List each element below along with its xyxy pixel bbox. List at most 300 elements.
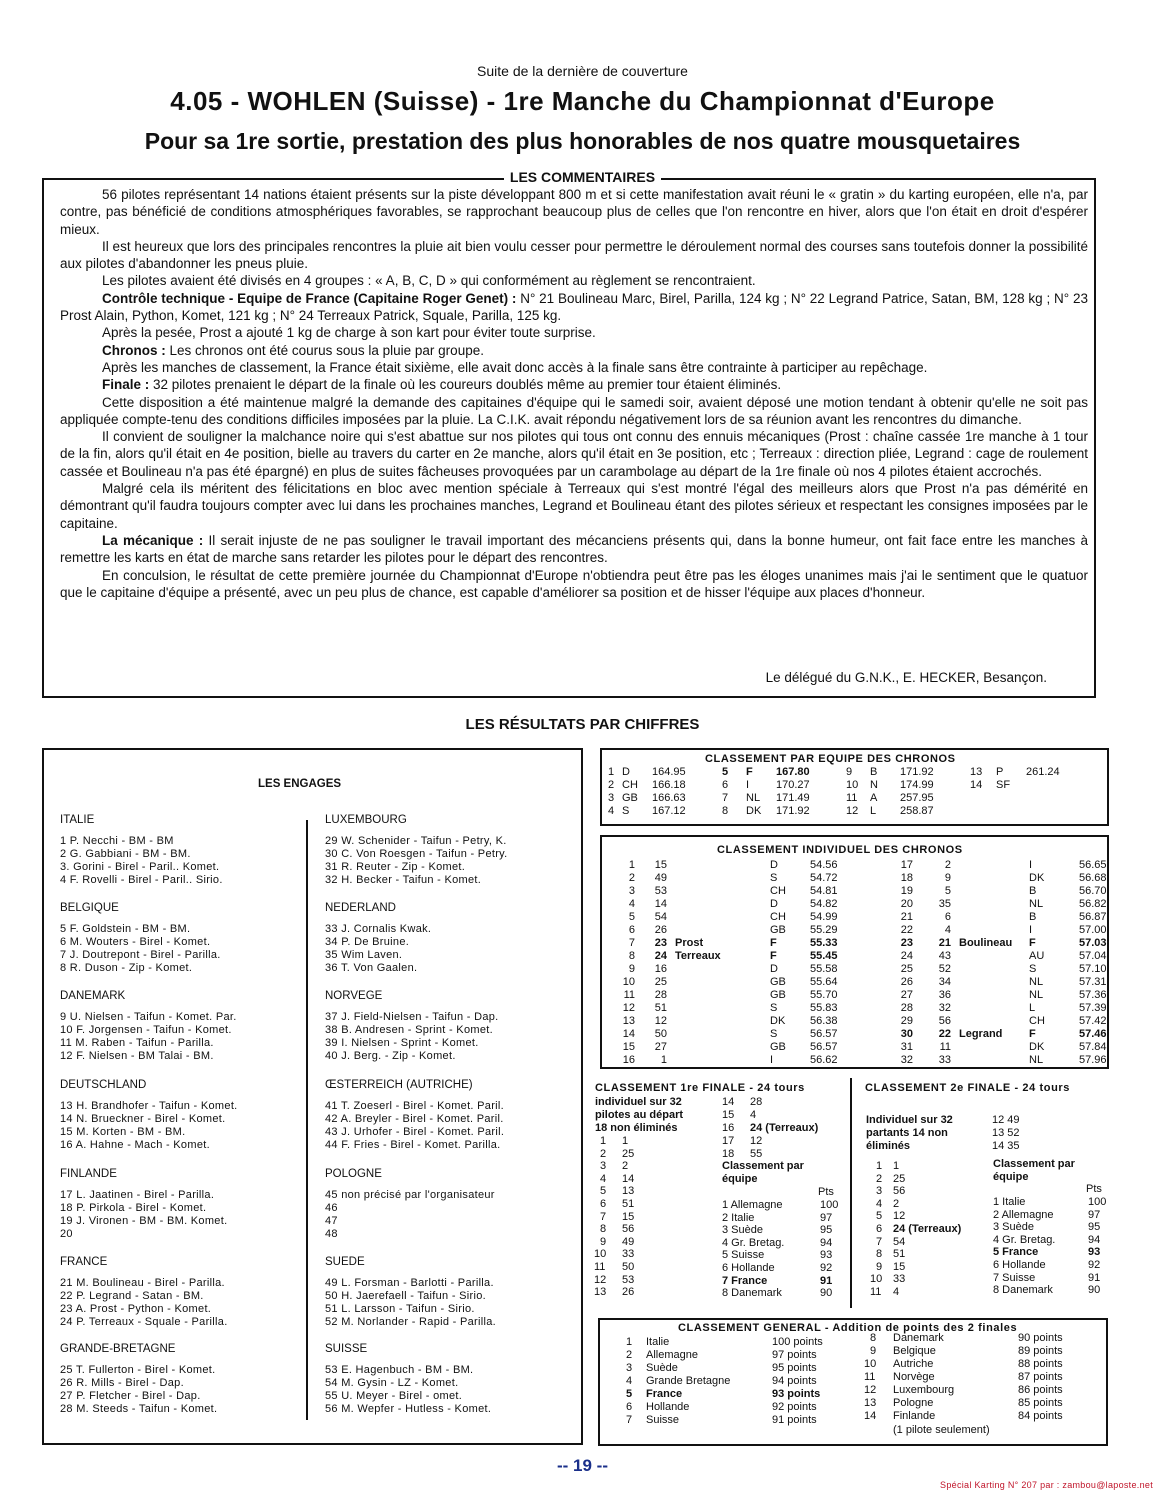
table-cell: B — [1029, 885, 1037, 897]
comment-paragraph: En conculsion, le résultat de cette première journée du Championnat d'Europe n'obtiendra peut être pas les éloges unanimes mais j'ai le sentiment que le quatuor que le capitaine d'équipe a présenté, avec un peu plus de chance, est capable d'améliorer sa position et de hisser l'équipe aux places d'honneur. — [60, 567, 1088, 600]
country-name: Hollande — [646, 1401, 690, 1413]
table-cell: 11 — [939, 1041, 951, 1053]
kicker: Suite de la dernière de couverture — [477, 63, 688, 79]
country-name: FINLANDE — [60, 1168, 117, 1180]
team-name: 8 Danemark — [722, 1287, 782, 1300]
table-cell: 55.29 — [810, 924, 838, 936]
kart-number: 4 — [750, 1109, 757, 1121]
table-cell — [675, 1015, 770, 1028]
table-cell: 10 — [846, 779, 859, 791]
pts-label: Pts — [1086, 1183, 1102, 1195]
entry-row: 54 M. Gysin - LZ - Komet. — [325, 1377, 459, 1389]
table-row — [595, 976, 1141, 989]
table-cell: 57.03 — [1079, 937, 1107, 949]
table-cell: 16 — [622, 1054, 635, 1066]
table-cell — [996, 805, 1026, 818]
entry-row: 6 M. Wouters - Birel - Komet. — [60, 936, 211, 948]
table-cell — [1026, 792, 1086, 805]
country-name: Suisse — [646, 1414, 680, 1426]
entry-row: 9 U. Nielsen - Taifun - Komet. Par. — [60, 1011, 237, 1023]
points: 100 points — [772, 1336, 823, 1348]
team-name: 1 Italie — [993, 1196, 1026, 1208]
comments-text — [60, 186, 1088, 601]
table-cell: 57.84 — [1079, 1041, 1107, 1053]
table-cell: F — [1029, 1028, 1036, 1040]
country-name: Belgique — [893, 1345, 936, 1357]
country-name: Pologne — [893, 1397, 934, 1409]
team-name: 1 Allemagne — [722, 1199, 783, 1211]
table-cell: DK — [746, 805, 762, 817]
kart-number: 56 — [893, 1185, 906, 1198]
comment-paragraph: Il convient de souligner la malchance noire qui s'est abattue sur nos pilotes qui tous ont connu des ennuis mécaniques (Prost : chaîne cassée 1re manche à 1 tour de la fin, alors qu'il était en 4e position, bielle au travers du carter en 2e manche, alors qu'il était en 3e position, etc ; Terreaux : direction pliée, Legrand : cage de roulement cassée et Boulineau n'a pas été épargné) en plus de suites fâcheuses provoquées par un carambolage au départ de la 1re finale où nos 4 pilotes étaient accrochés. — [60, 429, 1088, 479]
table-cell: 53 — [654, 885, 667, 897]
entry-row: 3. Gorini - Birel - Paril.. Komet. — [60, 861, 220, 873]
table-cell: 167.12 — [652, 805, 686, 817]
entry-row: 49 L. Forsman - Barlotti - Parilla. — [325, 1277, 494, 1289]
entry-row: 28 M. Steeds - Taifun - Komet. — [60, 1403, 218, 1415]
table-cell — [675, 1041, 770, 1054]
entry-row: 38 B. Andresen - Sprint - Komet. — [325, 1024, 493, 1036]
rank: 12 — [594, 1273, 607, 1286]
rank: 14 — [722, 1096, 735, 1108]
rank: 2 — [876, 1172, 883, 1185]
country-name: BELGIQUE — [60, 902, 119, 914]
finale-intro: partants 14 non — [866, 1127, 948, 1139]
finale-intro: Individuel sur 32 — [866, 1114, 953, 1126]
entry-row: 52 M. Norlander - Rapid - Parilla. — [325, 1316, 496, 1328]
entry-row: 55 U. Meyer - Birel - omet. — [325, 1390, 463, 1402]
comment-paragraph: La mécanique : Il serait injuste de ne pas souligner le travail important des mécanciens présents qui, dans la bonne humeur, ont fait face entre les manches à remettre les karts en état de marche sans retarder les pilotes pour le départ des rencontres. — [60, 532, 1089, 566]
table-cell — [675, 976, 770, 989]
table-cell: 257.95 — [900, 792, 934, 804]
table-cell: 56.65 — [1079, 859, 1107, 871]
comment-paragraph: Après la pesée, Prost a ajouté 1 kg de charge à son kart pour éviter toute surprise. — [102, 325, 596, 341]
table-cell: CH — [770, 885, 786, 897]
entry-row: 17 L. Jaatinen - Birel - Parilla. — [60, 1189, 215, 1201]
table-cell: 12 — [622, 1002, 635, 1014]
kart-number: 1 — [622, 1135, 629, 1147]
table-cell — [959, 1054, 1029, 1067]
table-cell — [996, 792, 1026, 805]
table-cell: 171.92 — [900, 766, 934, 778]
table-cell: 56.62 — [810, 1054, 838, 1066]
table-cell — [959, 1002, 1029, 1015]
rank: 9 — [876, 1260, 883, 1273]
table-cell: DK — [1029, 872, 1045, 884]
rank: 3 — [876, 1185, 883, 1198]
country-name: Norvège — [893, 1371, 935, 1383]
finale-row: 14 35 — [992, 1140, 1020, 1152]
table-row — [595, 1002, 1141, 1015]
country-group — [60, 1343, 217, 1416]
team-name: 6 Hollande — [993, 1259, 1046, 1271]
country-name: Italie — [646, 1336, 670, 1348]
table-cell: 51 — [654, 1002, 667, 1014]
equipe-title: Classement par équipe — [722, 1160, 804, 1185]
rank: 14 — [864, 1410, 877, 1422]
table-cell — [970, 792, 996, 805]
table-cell — [675, 859, 770, 872]
country-name: LUXEMBOURG — [325, 814, 407, 826]
table-cell: 8 — [722, 805, 729, 817]
entry-row: 34 P. De Bruine. — [325, 936, 410, 948]
points: 90 points — [1018, 1332, 1063, 1344]
table-cell: 34 — [938, 976, 951, 988]
table-cell — [1026, 779, 1086, 792]
rank: 6 — [600, 1198, 607, 1210]
table-cell: 13 — [622, 1015, 635, 1027]
team-points: 90 — [820, 1287, 833, 1300]
table-cell: 1 — [628, 859, 635, 871]
team-points: 95 — [1088, 1221, 1101, 1234]
table-cell: B — [870, 766, 878, 778]
team-name: 7 France — [722, 1274, 768, 1287]
points: 87 points — [1018, 1371, 1063, 1383]
table-cell — [959, 989, 1029, 1002]
table-cell: 2 — [628, 872, 635, 884]
points: 92 points — [772, 1401, 817, 1413]
table-cell — [675, 1028, 770, 1041]
rank: 4 — [600, 1172, 607, 1185]
table-cell: 3 — [608, 792, 615, 804]
table-cell — [675, 989, 770, 1002]
table-row — [595, 963, 1141, 976]
table-cell: 57.96 — [1079, 1054, 1107, 1066]
team-name: 8 Danemark — [993, 1284, 1053, 1297]
country-name: DEUTSCHLAND — [60, 1079, 147, 1091]
table-cell: 32 — [938, 1002, 951, 1014]
table-cell: 56.82 — [1079, 898, 1107, 910]
table-cell: P — [996, 766, 1004, 778]
table-cell: F — [770, 950, 777, 962]
table-cell — [959, 898, 1029, 911]
table-cell: 16 — [654, 963, 667, 975]
page-number: -- 19 -- — [557, 1456, 608, 1475]
table-cell: 6 — [944, 911, 951, 923]
table-cell: NL — [1029, 1054, 1044, 1066]
table-cell: 25 — [900, 963, 913, 975]
table-cell: CH — [770, 911, 786, 923]
comments-heading: LES COMMENTAIRES — [0, 169, 1165, 185]
points: 94 points — [772, 1375, 817, 1387]
rank: 8 — [600, 1223, 607, 1236]
kart-number: 12 — [750, 1135, 763, 1147]
entry-row: 23 A. Prost - Python - Komet. — [60, 1303, 212, 1315]
entry-row: 20 — [60, 1228, 73, 1240]
table-cell: 6 — [628, 924, 635, 936]
rank: 9 — [600, 1235, 607, 1248]
table-cell: I — [770, 1054, 774, 1066]
entry-row: 40 J. Berg. - Zip - Komet. — [325, 1050, 456, 1062]
entry-row: 46 — [325, 1202, 338, 1214]
entry-row: 4 F. Rovelli - Birel - Paril.. Sirio. — [60, 874, 223, 886]
rank: 11 — [864, 1371, 876, 1383]
finale-intro: éliminés — [866, 1140, 911, 1152]
entry-row: 53 E. Hagenbuch - BM - BM. — [325, 1364, 474, 1376]
equipe-title: Classement par équipe — [993, 1158, 1075, 1183]
rank: 10 — [594, 1248, 607, 1261]
team-points: 94 — [820, 1236, 833, 1249]
finale-intro: 18 non éliminés — [595, 1122, 678, 1134]
country-name: Finlande — [893, 1410, 936, 1422]
rank: 17 — [722, 1135, 735, 1147]
kart-number: 2 — [893, 1197, 900, 1210]
rank: 9 — [870, 1345, 877, 1357]
team-name: 2 Italie — [722, 1211, 755, 1224]
table-cell: 54 — [654, 911, 667, 923]
team-points: 100 — [820, 1199, 839, 1211]
country-group — [325, 1256, 496, 1329]
table-cell: 7 — [722, 792, 729, 804]
team-name: 4 Gr. Bretag. — [993, 1233, 1056, 1246]
table-cell: 24 — [900, 950, 913, 962]
table-cell: 55.58 — [810, 963, 838, 975]
comment-paragraph: Malgré cela ils méritent des félicitations en bloc avec mention spéciale à Terreaux qui s'est montré l'égal des meilleurs alors que Prost n'a pas démérité en démontrant qu'il faudra toujours compter avec lui dans les prochaines manches, Legrand et Boulineau étant des pilotes sérieux et respectant les consignes imposées par le capitaine. — [60, 481, 1088, 531]
table-cell: 4 — [944, 924, 951, 936]
team-name: 3 Suède — [722, 1224, 763, 1237]
entry-row: 32 H. Becker - Taifun - Komet. — [325, 874, 482, 886]
rank: 1 — [626, 1336, 633, 1348]
table-cell: 14 — [654, 898, 667, 910]
individuel-chronos-title: CLASSEMENT INDIVIDUEL DES CHRONOS — [717, 844, 963, 856]
table-cell: 57.36 — [1079, 989, 1107, 1001]
country-group — [60, 1256, 228, 1329]
entry-row: 42 A. Breyler - Birel - Komet. Paril. — [325, 1113, 504, 1125]
table-cell: 6 — [722, 779, 729, 791]
team-points: 100 — [1088, 1196, 1107, 1208]
table-cell: 12 — [654, 1015, 667, 1027]
entry-row: 13 H. Brandhofer - Taifun - Komet. — [60, 1100, 238, 1112]
table-cell: 56.70 — [1079, 885, 1107, 897]
entry-row: 47 — [325, 1215, 338, 1227]
kart-number: 51 — [622, 1198, 635, 1210]
table-cell: 14 — [970, 779, 983, 791]
table-cell: Boulineau — [959, 937, 1013, 949]
table-cell: Terreaux — [675, 950, 721, 962]
table-cell: 57.10 — [1079, 963, 1107, 975]
country-group — [325, 990, 499, 1063]
table-cell: F — [1029, 937, 1036, 949]
country-name: ŒSTERREICH (AUTRICHE) — [325, 1079, 473, 1091]
entry-row: 37 J. Field-Nielsen - Taifun - Dap. — [325, 1011, 499, 1023]
table-cell: 56.38 — [810, 1015, 838, 1027]
engages-title: LES ENGAGES — [258, 778, 342, 790]
country-name: NEDERLAND — [325, 902, 396, 914]
kart-number: 53 — [622, 1273, 635, 1286]
table-row — [608, 779, 1086, 792]
table-cell: 23 — [900, 937, 913, 949]
kart-number: 28 — [750, 1096, 763, 1108]
table-cell — [959, 1015, 1029, 1028]
table-cell: 170.27 — [776, 779, 810, 791]
table-cell: 2 — [944, 859, 951, 871]
table-cell: S — [622, 805, 630, 817]
table-cell: 55.33 — [810, 937, 838, 949]
table-cell: D — [622, 766, 630, 778]
rank: 18 — [722, 1148, 735, 1160]
comment-paragraph: Cette disposition a été maintenue malgré la demande des capitaines d'équipe qui le samedi soir, avaient déposé une motion tendant à obtenir qu'elle ne soit pas appliquée compte-tenu des conditions difficiles imposées par la pluie. La C.I.K. avait répondu négativement lors de sa réunion avant les rencontres du dimanche. — [60, 394, 1088, 427]
entry-row: 10 F. Jorgensen - Taifun - Komet. — [60, 1024, 232, 1036]
table-cell: 8 — [628, 950, 635, 962]
table-cell: GB — [622, 792, 638, 804]
table-row — [595, 989, 1141, 1002]
table-cell: Legrand — [959, 1028, 1003, 1040]
table-cell: 56 — [938, 1015, 951, 1027]
table-cell: 174.99 — [900, 779, 934, 791]
rank: 11 — [594, 1261, 606, 1273]
rank: 4 — [876, 1197, 883, 1210]
table-cell: 54.81 — [810, 885, 838, 897]
table-row — [608, 792, 1086, 805]
table-cell: I — [1029, 859, 1033, 871]
table-cell: 57.04 — [1079, 950, 1107, 962]
table-cell: 166.18 — [652, 779, 686, 791]
kart-number: 15 — [622, 1210, 635, 1223]
country-name: Luxembourg — [893, 1384, 955, 1396]
table-cell: 4 — [608, 805, 615, 817]
table-cell: SF — [996, 779, 1011, 791]
entry-row: 45 non précisé par l'organisateur — [325, 1189, 495, 1201]
table-cell: 57.00 — [1079, 924, 1107, 936]
equipe-chronos-title: CLASSEMENT PAR EQUIPE DES CHRONOS — [705, 753, 956, 765]
kart-number: 24 (Terreaux) — [893, 1223, 962, 1235]
rank: 6 — [626, 1401, 633, 1413]
table-cell: 27 — [654, 1041, 667, 1053]
rank: 13 — [864, 1397, 877, 1409]
table-cell: 56.68 — [1079, 872, 1107, 884]
rank: 11 — [870, 1286, 882, 1298]
country-name: POLOGNE — [325, 1168, 382, 1180]
table-cell: Prost — [675, 937, 704, 949]
team-points: 92 — [820, 1262, 833, 1274]
kart-number: 33 — [622, 1248, 635, 1261]
table-cell: L — [870, 805, 877, 817]
points: 95 points — [772, 1362, 817, 1374]
table-cell: 30 — [900, 1028, 913, 1040]
points: 91 points — [772, 1414, 817, 1426]
table-cell — [675, 885, 770, 898]
table-cell: D — [770, 859, 778, 871]
kart-number: 25 — [893, 1172, 906, 1185]
table-cell: 167.80 — [776, 766, 810, 778]
rank: 7 — [626, 1414, 633, 1426]
table-cell — [959, 885, 1029, 898]
comment-paragraph: Après les manches de classement, la France était sixième, elle avait donc accès à la finale sans être contrainte à participer au repêchage. — [102, 359, 928, 375]
table-row — [595, 885, 1141, 898]
country-name: SUISSE — [325, 1343, 368, 1355]
table-cell: 23 — [654, 937, 667, 949]
table-cell — [959, 976, 1029, 989]
table-cell: 36 — [938, 989, 951, 1001]
table-cell: S — [1029, 963, 1037, 975]
table-cell: CH — [622, 779, 638, 791]
country-name: Allemagne — [646, 1349, 698, 1361]
country-group — [325, 814, 508, 887]
column-divider — [306, 820, 308, 1420]
team-name: 5 Suisse — [722, 1249, 765, 1262]
table-row — [595, 924, 1141, 937]
table-cell: 21 — [938, 937, 951, 949]
table-cell: 1 — [608, 766, 615, 778]
table-cell: D — [770, 898, 778, 910]
table-cell: 56.87 — [1079, 911, 1107, 923]
table-cell: 26 — [900, 976, 913, 988]
table-cell: 24 — [654, 950, 667, 962]
entry-row: 30 C. Von Roesgen - Taifun - Petry. — [325, 848, 508, 860]
country-name: GRANDE-BRETAGNE — [60, 1343, 176, 1355]
rank: 2 — [600, 1147, 607, 1160]
table-cell: 31 — [900, 1041, 913, 1053]
table-cell: 15 — [622, 1041, 635, 1053]
table-cell: 1 — [660, 1054, 667, 1066]
entry-row: 8 R. Duson - Zip - Komet. — [60, 962, 193, 974]
table-cell: 55.83 — [810, 1002, 838, 1014]
country-name: NORVEGE — [325, 990, 383, 1002]
table-cell: I — [1029, 924, 1033, 936]
table-cell: GB — [770, 924, 786, 936]
team-points: 93 — [1088, 1246, 1101, 1259]
table-cell: 11 — [623, 989, 635, 1001]
table-cell: 33 — [938, 1054, 951, 1066]
team-points: 97 — [1088, 1208, 1101, 1221]
table-cell: NL — [1029, 989, 1044, 1001]
table-cell: 19 — [900, 885, 913, 897]
page-title: 4.05 - WOHLEN (Suisse) - 1re Manche du Championnat d'Europe — [170, 86, 995, 116]
table-cell: F — [770, 937, 777, 949]
rank: 3 — [626, 1362, 633, 1374]
rank: 2 — [626, 1349, 633, 1361]
points: 93 points — [772, 1388, 821, 1400]
team-points: 91 — [820, 1274, 833, 1287]
finale1-title: CLASSEMENT 1re FINALE - 24 tours — [595, 1082, 805, 1094]
table-cell: GB — [770, 976, 786, 988]
entry-row: 18 P. Pirkola - Birel - Komet. — [60, 1202, 207, 1214]
country-name: SUEDE — [325, 1256, 365, 1268]
table-cell: 9 — [846, 766, 853, 778]
points: 97 points — [772, 1349, 817, 1361]
entry-row: 36 T. Von Gaalen. — [325, 962, 418, 974]
entry-row: 12 F. Nielsen - BM Talai - BM. — [60, 1050, 214, 1062]
team-points: 92 — [1088, 1259, 1101, 1271]
table-row — [595, 898, 1141, 911]
table-cell — [675, 898, 770, 911]
rank: 1 — [600, 1135, 607, 1147]
kart-number: 50 — [622, 1261, 635, 1273]
table-cell — [959, 859, 1029, 872]
table-cell: 10 — [622, 976, 635, 988]
country-group — [60, 1168, 227, 1241]
entry-row: 33 J. Cornalis Kwak. — [325, 923, 432, 935]
entry-row: 43 J. Urhofer - Birel - Komet. Paril. — [325, 1126, 505, 1138]
table-cell: 57.42 — [1079, 1015, 1107, 1027]
table-cell: CH — [1029, 1015, 1045, 1027]
finale-intro: individuel sur 32 — [595, 1096, 682, 1108]
points: 88 points — [1018, 1358, 1063, 1370]
table-cell: NL — [1029, 976, 1044, 988]
table-row — [595, 1028, 1141, 1041]
table-cell: N — [870, 779, 878, 791]
table-cell: DK — [1029, 1041, 1045, 1053]
table-cell: S — [770, 1028, 778, 1040]
table-cell: 25 — [654, 976, 667, 988]
entry-row: 41 T. Zoeserl - Birel - Komet. Paril. — [325, 1100, 505, 1112]
entry-row: 5 F. Goldstein - BM - BM. — [60, 923, 191, 935]
country-group — [60, 1079, 238, 1152]
table-cell: 17 — [900, 859, 913, 871]
entry-row: 7 J. Doutrepont - Birel - Parilla. — [60, 949, 221, 961]
pts-label: Pts — [818, 1186, 834, 1198]
entry-row: 31 R. Reuter - Zip - Komet. — [325, 861, 466, 873]
